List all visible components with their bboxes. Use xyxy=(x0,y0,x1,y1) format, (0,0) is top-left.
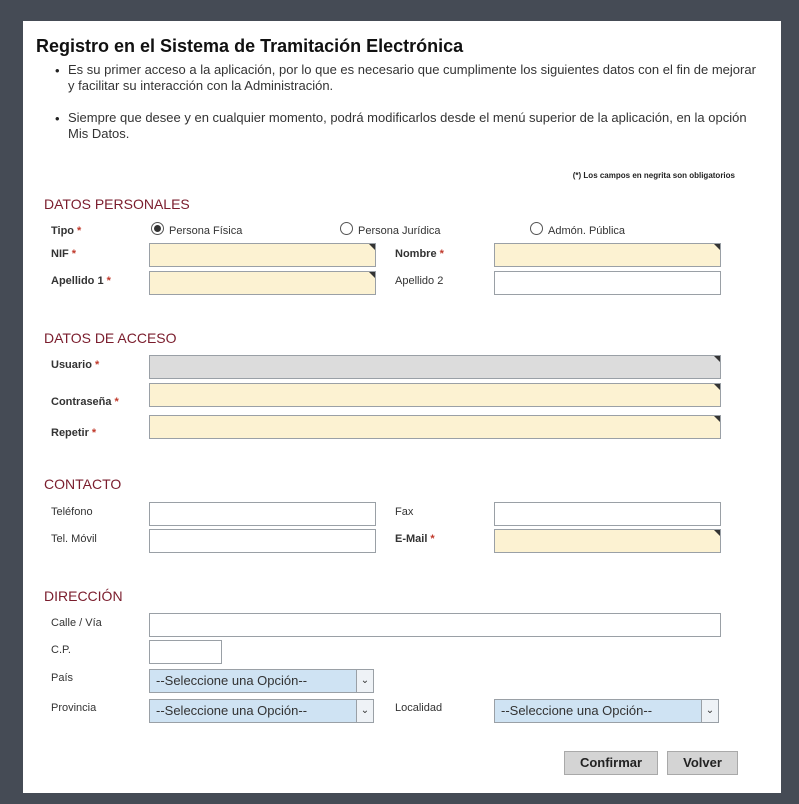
cp-label: C.P. xyxy=(51,644,71,656)
telefono-label: Teléfono xyxy=(51,506,93,518)
apellido1-label: Apellido 1 * xyxy=(51,275,111,287)
repetir-label: Repetir * xyxy=(51,427,97,439)
nombre-input[interactable] xyxy=(494,243,721,267)
section-contacto: CONTACTO xyxy=(44,476,122,492)
nif-input[interactable] xyxy=(149,243,376,267)
apellido2-input[interactable] xyxy=(494,271,721,295)
pais-select[interactable] xyxy=(149,669,374,693)
repetir-input[interactable] xyxy=(149,415,721,439)
radio-persona-fisica[interactable] xyxy=(151,222,164,235)
calle-input[interactable] xyxy=(149,613,721,637)
localidad-select-value: --Seleccione una Opción-- xyxy=(501,703,653,718)
localidad-label: Localidad xyxy=(395,702,443,714)
section-datos-personales: DATOS PERSONALES xyxy=(44,196,190,212)
nif-label: NIF * xyxy=(51,248,77,260)
radio-persona-juridica[interactable] xyxy=(340,222,353,235)
confirmar-button[interactable]: Confirmar xyxy=(564,751,658,775)
volver-button[interactable]: Volver xyxy=(667,751,738,775)
apellido2-label: Apellido 2 xyxy=(395,275,444,287)
fax-label: Fax xyxy=(395,506,414,518)
telefono-input[interactable] xyxy=(149,502,376,526)
page-title: Registro en el Sistema de Tramitación Electrónica xyxy=(36,36,464,56)
provincia-label: Provincia xyxy=(51,702,97,714)
tipo-label: Tipo * xyxy=(51,225,82,237)
email-input[interactable] xyxy=(494,529,721,553)
intro-text-2: Siempre que desee y en cualquier momento, podrá modificarlos desde el menú superior de la aplicación, en la opción Mis Datos. xyxy=(68,110,747,141)
usuario-input xyxy=(149,355,721,379)
usuario-label: Usuario * xyxy=(51,359,100,371)
chevron-down-icon[interactable]: ⌄ xyxy=(356,670,373,692)
cp-input[interactable] xyxy=(149,640,222,664)
contrasena-label: Contraseña * xyxy=(51,396,119,408)
movil-label: Tel. Móvil xyxy=(51,533,97,545)
required-note: (*) Los campos en negrita son obligatorios xyxy=(572,171,735,180)
radio-label-persona-juridica: Persona Jurídica xyxy=(358,225,441,237)
chevron-down-icon[interactable]: ⌄ xyxy=(701,700,718,722)
pais-label: País xyxy=(51,672,74,684)
pais-select-value: --Seleccione una Opción-- xyxy=(156,673,308,688)
nombre-label: Nombre * xyxy=(395,248,444,260)
radio-label-admon-publica: Admón. Pública xyxy=(548,225,626,237)
bullet-2: • xyxy=(55,111,60,126)
provincia-select-value: --Seleccione una Opción-- xyxy=(156,703,308,718)
fax-input[interactable] xyxy=(494,502,721,526)
section-direccion: DIRECCIÓN xyxy=(44,588,123,604)
email-label: E-Mail * xyxy=(395,533,435,545)
bullet-1: • xyxy=(55,63,60,78)
movil-input[interactable] xyxy=(149,529,376,553)
radio-admon-publica[interactable] xyxy=(530,222,543,235)
calle-label: Calle / Vía xyxy=(51,617,102,629)
localidad-select[interactable] xyxy=(494,699,719,723)
apellido1-input[interactable] xyxy=(149,271,376,295)
section-datos-acceso: DATOS DE ACCESO xyxy=(44,330,177,346)
contrasena-input[interactable] xyxy=(149,383,721,407)
radio-label-persona-fisica: Persona Física xyxy=(169,225,243,237)
provincia-select[interactable] xyxy=(149,699,374,723)
chevron-down-icon[interactable]: ⌄ xyxy=(356,700,373,722)
intro-text-1: Es su primer acceso a la aplicación, por lo que es necesario que cumplimente los siguientes datos con el fin de mejorar y facilitar su interacción con la Administración. xyxy=(68,62,756,93)
